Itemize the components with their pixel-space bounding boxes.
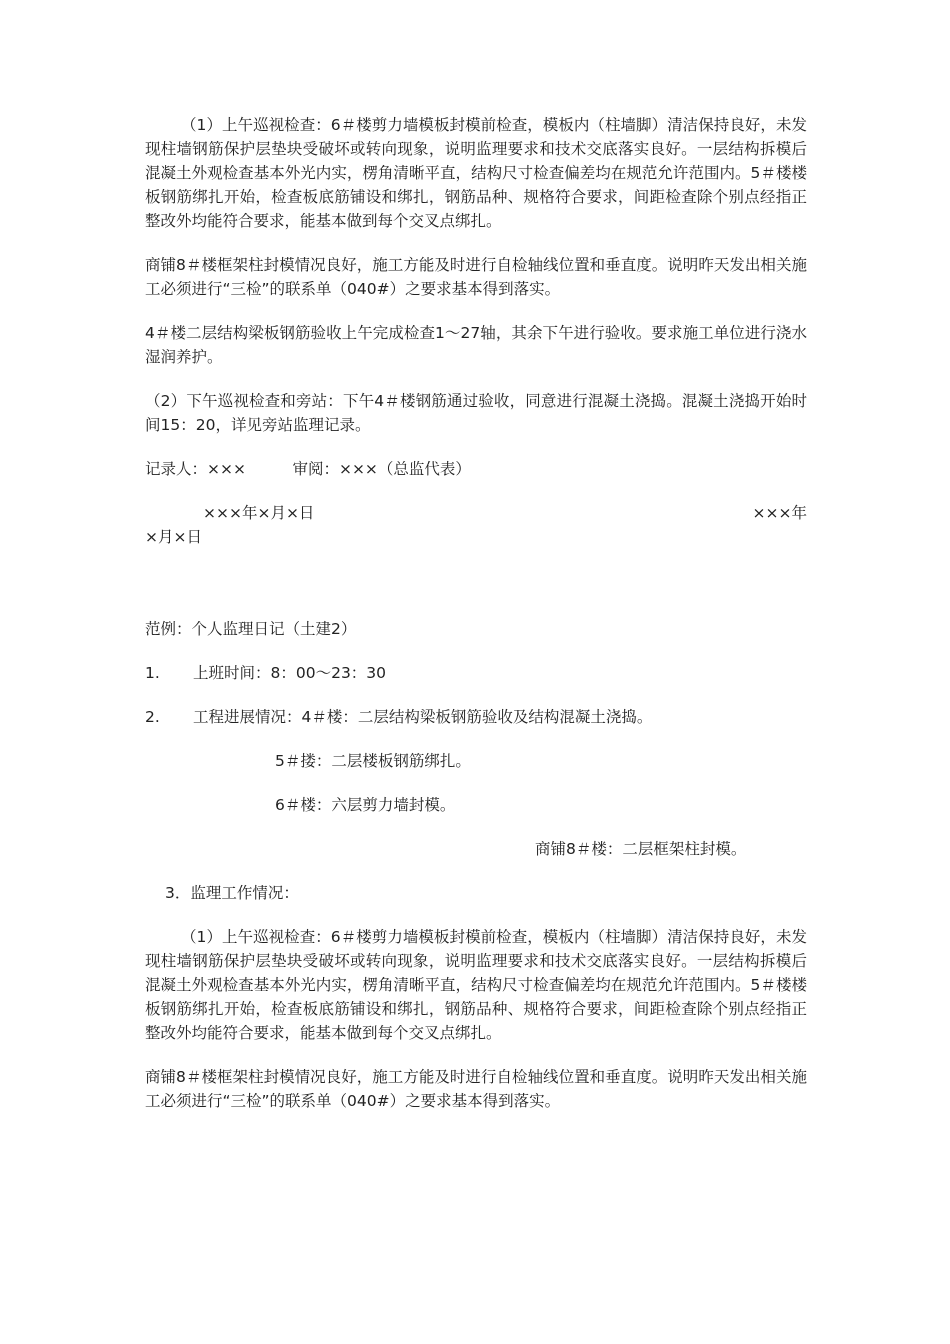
signature-line: 记录人：××× 审阅：×××（总监代表） [145,460,471,478]
list-number: 2. [145,708,160,726]
paragraph-shop-columns-2: 商铺8＃楼框架柱封模情况良好，施工方能及时进行自检轴线位置和垂直度。说明昨天发出相关施工必须进行“三检”的联系单（040#）之要求基本得到落实。 [145,1068,807,1110]
paragraph-afternoon-inspection: （2）下午巡视检查和旁站：下午4＃楼钢筋通过验收，同意进行混凝土浇捣。混凝土浇捣开始时间15：20，详见旁站监理记录。 [145,392,807,434]
date-right: ×××年 [752,504,807,522]
date-left: ×××年×月×日 [203,504,315,522]
progress-building6: 6＃楼：六层剪力墙封模。 [275,796,456,814]
list-text: 工程进展情况：4＃楼：二层结构梁板钢筋验收及结构混凝土浇捣。 [193,708,653,726]
list-item-work-hours [145,661,807,685]
date-row [145,501,807,525]
list-number: 1. [145,664,160,682]
list-text: 上班时间：8：00～23：30 [193,664,387,682]
paragraph-morning-inspection-2: （1）上午巡视检查：6＃楼剪力墙模板封模前检查，模板内（柱墙脚）清洁保持良好，未发现柱墙钢筋保护层垫块受破坏或转向现象，说明监理要求和技术交底落实良好。一层结构拆模后混凝土外观检查基本外光内实，楞角清晰平直，结构尺寸检查偏差均在规范允许范围内。5＃楼楼板钢筋绑扎开始，检查板底筋铺设和绑扎，钢筋品种、规格符合要求，间距检查除个别点经指正整改外均能符合要求，能基本做到每个交叉点绑扎。 [145,928,807,1042]
progress-building5: 5＃搂：二层楼板钢筋绑扎。 [275,752,471,770]
example-title: 范例：个人监理日记（土建2） [145,620,357,638]
paragraph-shop-columns: 商铺8＃楼框架柱封模情况良好，施工方能及时进行自检轴线位置和垂直度。说明昨天发出相关施工必须进行“三检”的联系单（040#）之要求基本得到落实。 [145,256,807,298]
paragraph-morning-inspection: （1）上午巡视检查：6＃楼剪力墙模板封模前检查，模板内（柱墙脚）清洁保持良好，未发现柱墙钢筋保护层垫块受破坏或转向现象，说明监理要求和技术交底落实良好。一层结构拆模后混凝土外观检查基本外光内实，楞角清晰平直，结构尺寸检查偏差均在规范允许范围内。5＃楼楼板钢筋绑扎开始，检查板底筋铺设和绑扎，钢筋品种、规格符合要求，间距检查除个别点经指正整改外均能符合要求，能基本做到每个交叉点绑扎。 [145,116,807,230]
progress-shop8: 商铺8＃楼：二层框架柱封模。 [535,840,747,858]
date-right-continued: ×月×日 [145,528,202,546]
document-page [145,113,807,1113]
section3-heading: 3．监理工作情况： [165,884,299,902]
paragraph-building4-rebar: 4＃楼二层结构梁板钢筋验收上午完成检查1～27轴，其余下午进行验收。要求施工单位进行浇水湿润养护。 [145,324,807,366]
list-item-progress [145,705,807,729]
